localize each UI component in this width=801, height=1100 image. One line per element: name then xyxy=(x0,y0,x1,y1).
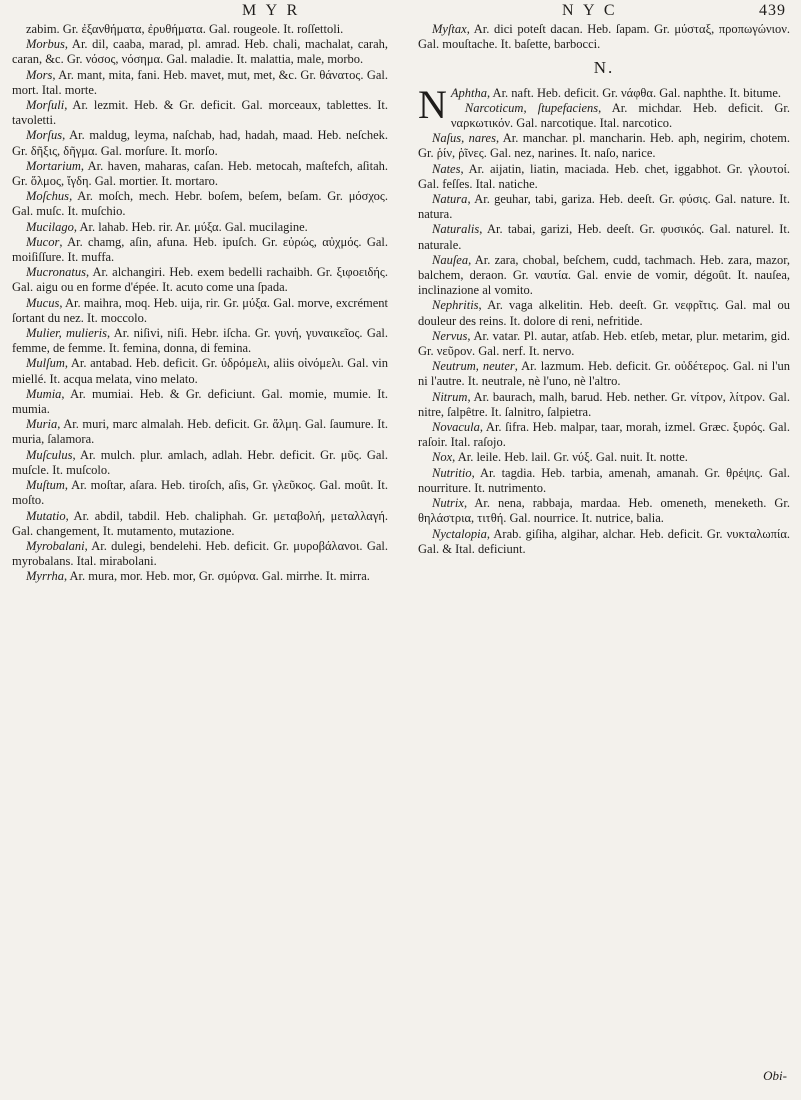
dictionary-entry xyxy=(12,220,388,235)
entry-lemma: Nutritio xyxy=(432,465,472,480)
entry-text: , Ar. haven, maharas, caſan. Heb. metocah, maſtefch, aſitah. Gr. ὅλμος, ἴγδη. Gal. mortier. It. mortaro. xyxy=(12,158,388,189)
dictionary-entry xyxy=(12,509,388,539)
dictionary-entry xyxy=(418,162,790,192)
dictionary-entry xyxy=(418,527,790,557)
entry-text: , Ar. chamg, aſin, afuna. Heb. ipuſch. Gr. εὐρώς, αὐχμός. Gal. moiſiſſure. It. muffa. xyxy=(12,234,388,265)
entry-lemma: Mulſum xyxy=(26,356,65,371)
entry-text: , Ar. manchar. pl. mancharin. Heb. aph, negirim, chotem. Gr. ῥίν, ῥῖνες. Gal. nez, narines. It. naſo, narice. xyxy=(418,131,791,161)
entry-text: , Ar. nena, rabbaja, mardaa. Heb. omeneth, meneketh. Gr. θηλάστρια, τιτθή. Gal. nourrice. It. nutrice, balia. xyxy=(418,496,790,526)
entry-lemma: Mucus xyxy=(26,295,60,310)
entry-text: , Ar. mumiai. Heb. & Gr. deficiunt. Gal. momie, mumie. It. mumia. xyxy=(12,386,388,417)
catchword: Obi- xyxy=(763,1068,787,1083)
entry-lemma: Moſchus xyxy=(26,189,70,204)
entry-lemma: Neutrum, neuter xyxy=(432,359,515,374)
entry-lemma: Muria xyxy=(26,417,58,432)
entry-text: , Ar. niſivi, niſi. Hebr. iſcha. Gr. γυνή, γυναικεῖος. Gal. femme, de femme. It. femina, donna, di femina. xyxy=(12,326,388,356)
entry-text: , Ar. moſch, mech. Hebr. boſem, beſem, beſam. Gr. μόσχος. Gal. muſc. It. muſchio. xyxy=(12,189,388,219)
dictionary-entry xyxy=(12,265,388,295)
entry-lemma: Nauſea xyxy=(432,252,469,267)
entry-lemma: Narcoticum, ſtupefaciens xyxy=(464,100,599,115)
dictionary-entry xyxy=(12,569,388,584)
entry-lemma: Mucor xyxy=(26,234,60,249)
dictionary-entry xyxy=(418,329,790,359)
entry-lemma: Nox xyxy=(432,450,453,465)
entry-text: , Ar. alchangiri. Heb. exem bedelli rachaibh. Gr. ξιφοειδής. Gal. aigu ou en forme d'épée. It. acuto come una ſpada. xyxy=(12,265,388,295)
entry-text: zabim. Gr. ἐξανθήματα, ἐρυθήματα. Gal. rougeole. It. roſſettoli. xyxy=(26,22,344,36)
entry-lemma: Myrobalani xyxy=(26,538,85,553)
dictionary-entry xyxy=(12,68,388,98)
running-head-left xyxy=(12,2,392,22)
dictionary-entry xyxy=(418,450,790,465)
entry-text: , Ar. mura, mor. Heb. mor, Gr. σμύρνα. Gal. mirrhe. It. mirra. xyxy=(63,569,370,584)
entry-lemma: Mucilago xyxy=(26,219,74,234)
entry-lemma: Myrrha xyxy=(26,569,64,584)
dictionary-entry xyxy=(12,356,388,386)
entry-lemma: Nervus xyxy=(432,328,468,343)
entry-text: , Ar. maihra, moq. Heb. uija, rir. Gr. μύξα. Gal. morve, excrément ſortant du nez. It. moccolo. xyxy=(12,295,388,325)
entry-text: , Ar. lazmum. Heb. deficit. Gr. οὐδέτερος. Gal. ni l'un ni l'autre. It. neutrale, nè l'uno, nè l'altro. xyxy=(418,359,790,389)
section-letter-heading: N. xyxy=(593,58,615,78)
dictionary-entry xyxy=(12,98,388,128)
entry-lemma: Morbus xyxy=(26,37,65,52)
entry-lemma: Morſus xyxy=(26,128,63,143)
entry-lemma: Novacula xyxy=(432,420,480,435)
entry-lemma: Nyctalopia xyxy=(432,526,487,541)
entry-lemma: Nates xyxy=(432,161,461,176)
entry-lemma: Nutrix xyxy=(432,496,464,511)
entry-lemma: Mortarium xyxy=(26,158,81,173)
entry-text: , Ar. geuhar, tabi, gariza. Heb. deeſt. Gr. φύσις. Gal. nature. It. natura. xyxy=(418,192,790,222)
dictionary-entry xyxy=(12,37,388,67)
entry-lemma: Natura xyxy=(432,192,468,207)
dictionary-entry xyxy=(418,298,790,328)
entry-text: , Arab. giſiha, algihar, alchar. Heb. deficit. Gr. νυκταλωπία. Gal. & Ital. deficiunt. xyxy=(418,526,790,556)
dictionary-entry xyxy=(12,387,388,417)
dictionary-entry xyxy=(418,101,790,131)
entry-lemma: Morſuli xyxy=(26,98,65,113)
dictionary-entry xyxy=(418,420,790,450)
entry-lemma: Muſculus xyxy=(26,447,73,462)
entry-lemma: Mumia xyxy=(26,386,62,401)
dictionary-entry xyxy=(12,417,388,447)
entry-lemma: Nephritis xyxy=(432,298,479,313)
dictionary-entry xyxy=(418,390,790,420)
entry-text: , Ar. maldug, leyma, naſchab, had, hadah, maad. Heb. neſchek. Gr. δῆξις, δῆγμα. Gal. morſure. It. morſo. xyxy=(12,128,388,158)
entry-text: , Ar. leile. Heb. lail. Gr. νύξ. Gal. nuit. It. notte. xyxy=(452,450,688,465)
dictionary-entry xyxy=(12,478,388,508)
entry-text: , Ar. ſifra. Heb. malpar, taar, morah, izmel. Græc. ξυρός. Gal. raſoir. Ital. raſojo. xyxy=(418,420,790,450)
entry-text: , Ar. moſtar, aſara. Heb. tiroſch, aſis, Gr. γλεῦκος. Gal. moût. It. moſto. xyxy=(12,478,388,508)
entry-lemma: Naſus, nares xyxy=(432,131,496,146)
entry-lemma: Muſtum xyxy=(26,478,65,493)
dictionary-entry xyxy=(418,22,790,52)
entry-lemma: Myſtax xyxy=(432,22,467,36)
entry-text: , Ar. tagdia. Heb. tarbia, amenah, amanah. Gr. θρέψις. Gal. nourriture. It. nutrimento. xyxy=(418,465,790,495)
entry-lemma: Naturalis xyxy=(432,222,480,237)
entry-text: , Ar. vaga alkelitin. Heb. deeſt. Gr. νεφρῖτις. Gal. mal ou douleur des reins. It. dolore di reni, nefritide. xyxy=(418,298,790,328)
entry-text: , Ar. antabad. Heb. deficit. Gr. ὑδρόμελι, aliis οἰνόμελι. Gal. vin miellé. It. acqua melata, vino melato. xyxy=(12,356,388,386)
entry-text: , Ar. abdil, tabdil. Heb. chaliphah. Gr. μεταβολή, μεταλλαγή. Gal. changement, It. mutamento, mutazione. xyxy=(12,508,388,538)
entry-text: , Ar. zara, chobal, beſchem, cudd, tachmach. Heb. zara, mazor, balchem, deraon. Gr. ναυτία. Gal. envie de vomir, dégoût. It. nauſea, inclinazione al vomito. xyxy=(418,252,790,298)
dictionary-entry xyxy=(12,189,388,219)
dictionary-entry xyxy=(418,466,790,496)
dictionary-entry xyxy=(12,22,388,37)
dictionary-entry xyxy=(418,222,790,252)
entry-text: , Ar. tabai, garizi, Heb. deeſt. Gr. φυσικός. Gal. naturel. It. naturale. xyxy=(418,222,790,252)
right-column xyxy=(418,22,790,557)
page-number: 439 xyxy=(759,2,786,19)
catch-letters-left: M Y R xyxy=(242,2,301,19)
drop-cap-letter: N xyxy=(418,81,447,127)
running-head-right xyxy=(412,2,790,22)
entry-lemma: Nitrum xyxy=(432,389,468,404)
entry-text: , Ar. lahab. Heb. rir. Ar. μύξα. Gal. mucilagine. xyxy=(73,219,308,234)
right-column-top-entries xyxy=(418,22,790,52)
dictionary-entry xyxy=(418,496,790,526)
entry-lemma: Mutatio xyxy=(26,508,66,523)
dictionary-entry xyxy=(12,235,388,265)
entry-text: , Ar. aijatin, liatin, maciada. Heb. chet, iggabhot. Gr. γλουτοί. Gal. feſſes. Ital. natiche. xyxy=(418,161,790,191)
dictionary-entry xyxy=(12,326,388,356)
entry-text: , Ar. naft. Heb. deficit. Gr. νάφθα. Gal. naphthe. It. bitume. xyxy=(487,85,782,100)
dictionary-entry xyxy=(12,448,388,478)
entry-text: , Ar. lezmit. Heb. & Gr. deficit. Gal. morceaux, tablettes. It. tavoletti. xyxy=(12,98,388,128)
dictionary-entry xyxy=(418,131,790,161)
entry-lemma: Mucronatus xyxy=(26,265,86,280)
dictionary-entry xyxy=(418,359,790,389)
entry-lemma: Mors xyxy=(26,67,53,82)
entry-text: , Ar. vatar. Pl. autar, atſab. Heb. etſeb, metar, plur. metarim, gid. Gr. νεῦρον. Gal. nerf. It. nervo. xyxy=(418,328,790,359)
catch-letters-right: N Y C xyxy=(562,2,618,19)
left-column xyxy=(12,22,388,585)
entry-lemma: Aphtha xyxy=(450,85,487,100)
dictionary-entry xyxy=(12,539,388,569)
entry-text: , Ar. michdar. Heb. deficit. Gr. ναρκωτικόν. Gal. narcotique. Ital. narcotico. xyxy=(450,100,790,131)
dictionary-entry xyxy=(418,192,790,222)
entry-lemma: Mulier, mulieris xyxy=(26,326,108,341)
entry-text: , Ar. mulch. plur. amlach, adlah. Hebr. deficit. Gr. μῦς. Gal. muſcle. It. muſcolo. xyxy=(12,447,388,477)
dictionary-entry xyxy=(418,253,790,299)
entry-text: , Ar. dulegi, bendelehi. Heb. deficit. Gr. μυροβάλανοι. Gal. myrobalans. Ital. mirabolani. xyxy=(12,538,388,569)
dictionary-entry xyxy=(12,128,388,158)
entry-text: , Ar. muri, marc almalah. Heb. deficit. Gr. ἅλμη. Gal. ſaumure. It. muria, ſalamora. xyxy=(12,417,388,447)
right-column-entries xyxy=(418,81,791,557)
entry-text: , Ar. mant, mita, fani. Heb. mavet, mut, met, &c. Gr. θάνατος. Gal. mort. Ital. morte. xyxy=(12,67,388,97)
entry-text: , Ar. baurach, malh, barud. Heb. nether. Gr. νίτρον, λίτρον. Gal. nitre, ſalpêtre. It. ſalnitro, ſalpietra. xyxy=(418,389,790,419)
entry-text: , Ar. dici poteſt dacan. Heb. ſapam. Gr. μύσταξ, προπωγώνιον. Gal. mouſtache. It. baſette, barbocci. xyxy=(418,22,790,52)
dictionary-entry xyxy=(12,296,388,326)
entry-text: , Ar. dil, caaba, marad, pl. amrad. Heb. chali, machalat, carah, caran, &c. Gr. νόσος, νόσημα. Gal. maladie. It. malattia, male, morbo. xyxy=(12,37,388,67)
dictionary-entry xyxy=(12,159,388,189)
